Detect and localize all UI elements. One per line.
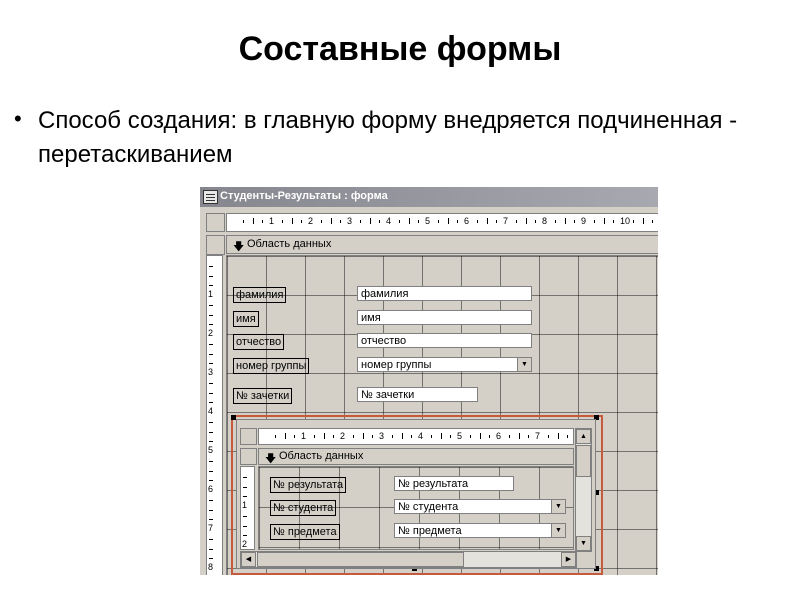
subform-ruler-corner[interactable] — [240, 428, 257, 445]
ruler-tick — [209, 393, 213, 394]
ruler-tick — [209, 510, 213, 511]
ruler-tick — [418, 220, 419, 223]
ruler-tick — [243, 496, 247, 497]
ruler-number: 4 — [208, 406, 214, 416]
label-otchestvo[interactable]: отчество — [233, 334, 284, 350]
subform-field-nomer-predmeta-text: № предмета — [398, 525, 462, 537]
ruler-tick — [643, 218, 644, 224]
ruler-tick — [496, 220, 497, 223]
ruler-number: 10 — [620, 216, 631, 226]
ruler-tick — [470, 435, 471, 438]
ruler-tick — [441, 433, 442, 439]
ruler-tick — [370, 218, 371, 224]
ruler-tick — [633, 220, 634, 223]
ruler-tick — [209, 500, 213, 501]
subform-hscroll-thumb[interactable] — [257, 552, 464, 567]
ruler-tick — [594, 220, 595, 223]
ruler-tick — [353, 435, 354, 438]
ruler-tick — [243, 477, 247, 478]
ruler-tick — [604, 218, 605, 224]
ruler-tick — [275, 435, 276, 438]
label-nomer-gruppy[interactable]: номер группы — [233, 358, 309, 374]
detail-section-label: Область данных — [247, 238, 332, 250]
ruler-tick — [209, 285, 213, 286]
subform-vertical-scrollbar[interactable] — [575, 428, 592, 552]
ruler-tick — [535, 220, 536, 223]
field-nomer-zachetki[interactable] — [357, 387, 478, 402]
subform-control[interactable] — [236, 419, 596, 569]
ruler-number: 1 — [208, 289, 214, 299]
field-nomer-gruppy[interactable] — [357, 357, 532, 372]
subform-horizontal-scrollbar[interactable] — [240, 551, 577, 568]
ruler-tick — [409, 218, 410, 224]
ruler-tick — [209, 519, 213, 520]
window-titlebar[interactable] — [200, 187, 658, 207]
ruler-tick — [565, 218, 566, 224]
ruler-tick — [209, 471, 213, 472]
subform-field-nomer-studenta-text: № студента — [398, 501, 459, 513]
field-imya-text: имя — [361, 312, 381, 324]
ruler-number: 8 — [208, 562, 214, 572]
ruler-number: 5 — [425, 216, 431, 226]
ruler-number: 1 — [242, 500, 248, 510]
vertical-ruler[interactable] — [206, 255, 223, 575]
field-otchestvo-text: отчество — [361, 335, 407, 347]
ruler-tick — [431, 435, 432, 438]
subform-detail-section-label: Область данных — [279, 450, 364, 462]
ruler-tick — [209, 549, 213, 550]
ruler-tick — [209, 354, 213, 355]
ruler-tick — [480, 433, 481, 439]
subform-field-nomer-rezultata[interactable] — [394, 476, 514, 491]
arrow-down-icon: 🡇 — [233, 241, 245, 253]
scroll-up-icon[interactable]: ▲ — [576, 429, 591, 444]
ruler-tick — [379, 220, 380, 223]
field-nomer-gruppy-text: номер группы — [361, 359, 432, 371]
ruler-tick — [487, 218, 488, 224]
ruler-tick — [548, 435, 549, 438]
ruler-tick — [243, 220, 244, 223]
ruler-tick — [509, 435, 510, 438]
ruler-tick — [209, 324, 213, 325]
ruler-tick — [209, 461, 213, 462]
ruler-tick — [450, 435, 451, 438]
ruler-tick — [209, 402, 213, 403]
ruler-number: 7 — [503, 216, 509, 226]
ruler-tick — [528, 435, 529, 438]
scroll-down-icon[interactable]: ▼ — [576, 536, 591, 551]
ruler-tick — [285, 433, 286, 439]
ruler-number: 2 — [208, 328, 214, 338]
subform-arrow-down-icon: 🡇 — [265, 453, 277, 465]
dropdown-arrow-icon[interactable]: ▼ — [517, 358, 531, 371]
subform-detail-section-header[interactable] — [258, 448, 574, 465]
ruler-number: 1 — [269, 216, 275, 226]
ruler-tick — [526, 218, 527, 224]
ruler-number: 2 — [242, 539, 248, 549]
ruler-tick — [209, 266, 213, 267]
subform-field-nomer-predmeta[interactable] — [394, 523, 566, 538]
label-nomer-zachetki[interactable]: № зачетки — [233, 388, 292, 404]
ruler-number: 6 — [464, 216, 470, 226]
ruler-number: 8 — [542, 216, 548, 226]
ruler-number: 9 — [581, 216, 587, 226]
detail-section-header[interactable] — [226, 235, 658, 254]
ruler-tick — [399, 220, 400, 223]
ruler-tick — [448, 218, 449, 224]
ruler-tick — [402, 433, 403, 439]
ruler-tick — [301, 220, 302, 223]
ruler-number: 5 — [208, 445, 214, 455]
ruler-number: 4 — [386, 216, 392, 226]
ruler-tick — [209, 315, 213, 316]
ruler-tick — [555, 220, 556, 223]
ruler-tick — [363, 433, 364, 439]
ruler-number: 5 — [457, 431, 463, 441]
ruler-number: 7 — [535, 431, 541, 441]
ruler-tick — [243, 535, 247, 536]
scroll-left-icon[interactable]: ◀ — [241, 552, 256, 567]
ruler-tick — [209, 276, 213, 277]
ruler-tick — [209, 422, 213, 423]
ruler-tick — [652, 220, 653, 223]
horizontal-ruler[interactable] — [226, 213, 658, 232]
subform-field-nomer-studenta[interactable] — [394, 499, 566, 514]
subform-vertical-ruler[interactable] — [240, 466, 255, 550]
form-design-window[interactable] — [200, 187, 658, 575]
scroll-right-icon[interactable]: ▶ — [561, 552, 576, 567]
bullet-text: Способ создания: в главную форму внедряется подчиненная - перетаскиванием — [38, 107, 738, 168]
label-familiya[interactable]: фамилия — [233, 287, 286, 303]
field-familiya-text: фамилия — [361, 288, 409, 300]
ruler-tick — [209, 539, 213, 540]
ruler-number: 3 — [347, 216, 353, 226]
ruler-tick — [558, 433, 559, 439]
ruler-tick — [292, 218, 293, 224]
ruler-tick — [360, 220, 361, 223]
ruler-tick — [209, 305, 213, 306]
ruler-tick — [262, 220, 263, 223]
ruler-tick — [209, 480, 213, 481]
ruler-tick — [243, 487, 247, 488]
field-familiya[interactable] — [357, 286, 532, 301]
ruler-tick — [331, 218, 332, 224]
ruler-number: 2 — [340, 431, 346, 441]
ruler-tick — [282, 220, 283, 223]
ruler-tick — [243, 516, 247, 517]
ruler-tick — [519, 433, 520, 439]
ruler-tick — [489, 435, 490, 438]
subform-horizontal-ruler[interactable] — [258, 428, 574, 445]
ruler-number: 2 — [308, 216, 314, 226]
form-icon — [203, 190, 218, 204]
bullet-marker: • — [14, 106, 22, 131]
ruler-corner[interactable] — [206, 213, 225, 232]
ruler-tick — [567, 435, 568, 438]
ruler-tick — [392, 435, 393, 438]
dropdown-arrow-icon[interactable]: ▼ — [551, 524, 565, 537]
ruler-tick — [321, 220, 322, 223]
subform-label-nomer-predmeta[interactable]: № предмета — [270, 524, 340, 540]
ruler-number: 4 — [418, 431, 424, 441]
subform-field-nomer-rezultata-text: № результата — [398, 478, 469, 490]
ruler-tick — [314, 435, 315, 438]
ruler-tick — [438, 220, 439, 223]
label-imya[interactable]: имя — [233, 311, 259, 327]
subform-label-nomer-studenta[interactable]: № студента — [270, 500, 336, 516]
ruler-tick — [574, 220, 575, 223]
ruler-number: 6 — [496, 431, 502, 441]
ruler-tick — [209, 363, 213, 364]
ruler-tick — [477, 220, 478, 223]
ruler-tick — [209, 441, 213, 442]
ruler-tick — [209, 383, 213, 384]
subform-vscroll-thumb[interactable] — [576, 445, 591, 477]
ruler-tick — [243, 526, 247, 527]
ruler-number: 3 — [379, 431, 385, 441]
ruler-tick — [333, 435, 334, 438]
section-selector[interactable] — [206, 235, 225, 255]
ruler-tick — [340, 220, 341, 223]
ruler-tick — [324, 433, 325, 439]
ruler-number: 7 — [208, 523, 214, 533]
ruler-tick — [209, 558, 213, 559]
ruler-tick — [372, 435, 373, 438]
ruler-tick — [516, 220, 517, 223]
ruler-number: 1 — [301, 431, 307, 441]
ruler-tick — [253, 218, 254, 224]
ruler-tick — [613, 220, 614, 223]
ruler-tick — [209, 432, 213, 433]
dropdown-arrow-icon[interactable]: ▼ — [551, 500, 565, 513]
ruler-number: 3 — [208, 367, 214, 377]
window-title: Студенты-Результаты : форма — [220, 190, 388, 202]
ruler-tick — [457, 220, 458, 223]
subform-section-selector[interactable] — [240, 448, 257, 465]
slide-title: Составные формы — [238, 30, 562, 68]
field-otchestvo[interactable] — [357, 333, 532, 348]
ruler-number: 6 — [208, 484, 214, 494]
ruler-tick — [411, 435, 412, 438]
field-nomer-zachetki-text: № зачетки — [361, 389, 415, 401]
ruler-tick — [294, 435, 295, 438]
field-imya[interactable] — [357, 310, 532, 325]
subform-label-nomer-rezultata[interactable]: № результата — [270, 477, 346, 493]
ruler-tick — [209, 344, 213, 345]
